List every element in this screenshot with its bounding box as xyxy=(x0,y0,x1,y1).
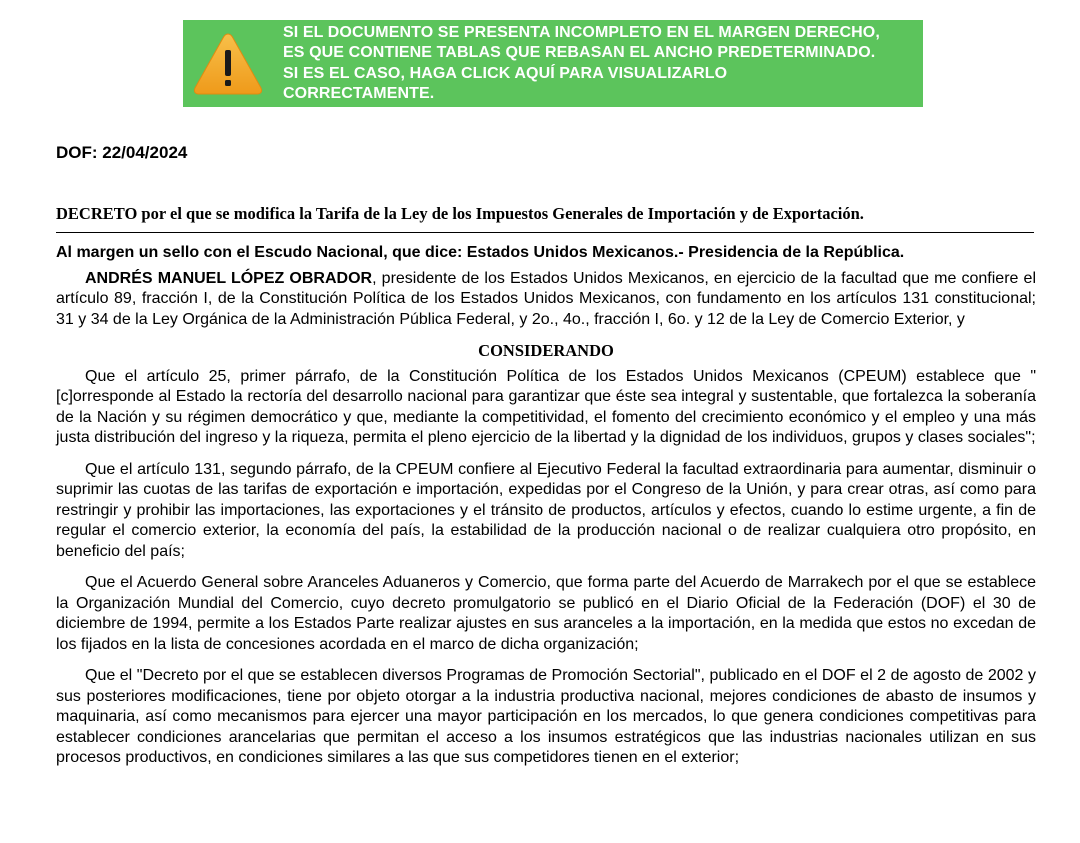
decree-title: DECRETO por el que se modifica la Tarifa de la Ley de los Impuestos Generales de Importación y de Exportación. xyxy=(56,204,1034,233)
considerando-paragraph-3: Que el Acuerdo General sobre Aranceles Aduaneros y Comercio, que forma parte del Acuerdo de Marrakech por el que se establece la Organización Mundial del Comercio, cuyo decreto promulgatorio se publicó en el Diario Oficial de la Federación (DOF) el 30 de diciembre de 1994, permite a los Estados Parte realizar ajustes en sus aranceles a la importación, en la medida que estos no excedan de los fijados en la lista de concesiones acordada en el marco de dicha organización; xyxy=(56,574,1036,653)
considerando-paragraph-4: Que el "Decreto por el que se establecen diversos Programas de Promoción Sectorial", publicado en el DOF el 2 de agosto de 2002 y sus posteriores modificaciones, tiene por objeto otorgar a la industria productiva nacional, mejores condiciones de abasto de insumos y maquinaria, así como mecanismos para ejercer una mayor participación en los mercados, lo que genera condiciones competitivas para establecer condiciones arancelarias que permitan el acceso a los insumos estratégicos que las industrias nacionales utilizan en sus procesos productivos, en condiciones similares a las que sus competidores tienen en el exterior; xyxy=(56,667,1036,766)
incomplete-document-banner[interactable] xyxy=(183,20,923,107)
considerando-heading: CONSIDERANDO xyxy=(478,341,614,360)
document-body xyxy=(56,243,1036,780)
seal-statement: Al margen un sello con el Escudo Nacional, que dice: Estados Unidos Mexicanos.- Presidencia de la República. xyxy=(56,244,905,261)
considerando-paragraph-2: Que el artículo 131, segundo párrafo, de la CPEUM confiere al Ejecutivo Federal la facultad extraordinaria para aumentar, disminuir o suprimir las cuotas de las tarifas de exportación e importación, expedidas por el Congreso de la Unión, y para crear otras, así como para restringir y prohibir las importaciones, las exportaciones y el tránsito de productos, artículos y efectos, cuando lo estime urgente, a fin de regular el comercio exterior, la economía del país, la estabilidad de la producción nacional o de realizar cualquiera otro propósito, en beneficio del país; xyxy=(56,460,1036,560)
dof-date: DOF: 22/04/2024 xyxy=(56,143,188,162)
intro-text: , presidente de los Estados Unidos Mexicanos, en ejercicio de la facultad que me confiere el artículo 89, fracción I, de la Constitución Política de los Estados Unidos Mexicanos, con fundamento en los artículos 131 constitucional; 31 y 34 de la Ley Orgánica de la Administración Pública Federal, y 2o., 4o., fracción I, 6o. y 12 de la Ley de Comercio Exterior, y xyxy=(56,269,1037,328)
banner-message[interactable]: SI EL DOCUMENTO SE PRESENTA INCOMPLETO EN EL MARGEN DERECHO, ES QUE CONTIENE TABLAS QUE REBASAN EL ANCHO PREDETERMINADO. SI ES EL CASO, HAGA CLICK AQUÍ PARA VISUALIZARLO CORRECTAMENTE. xyxy=(283,23,880,102)
intro-paragraph xyxy=(56,269,1036,331)
warning-icon xyxy=(191,30,265,98)
president-name: ANDRÉS MANUEL LÓPEZ OBRADOR xyxy=(85,269,373,287)
considerando-paragraph-1: Que el artículo 25, primer párrafo, de la Constitución Política de los Estados Unidos Mexicanos (CPEUM) establece que "[c]orresponde al Estado la rectoría del desarrollo nacional para garantizar que éste sea integral y sustentable, que fortalezca la soberanía de la Nación y su régimen democrático y que, mediante la competitividad, el fomento del crecimiento económico y el empleo y una más justa distribución del ingreso y la riqueza, permita el pleno ejercicio de la libertad y la dignidad de los individuos, grupos y clases sociales"; xyxy=(56,367,1036,446)
